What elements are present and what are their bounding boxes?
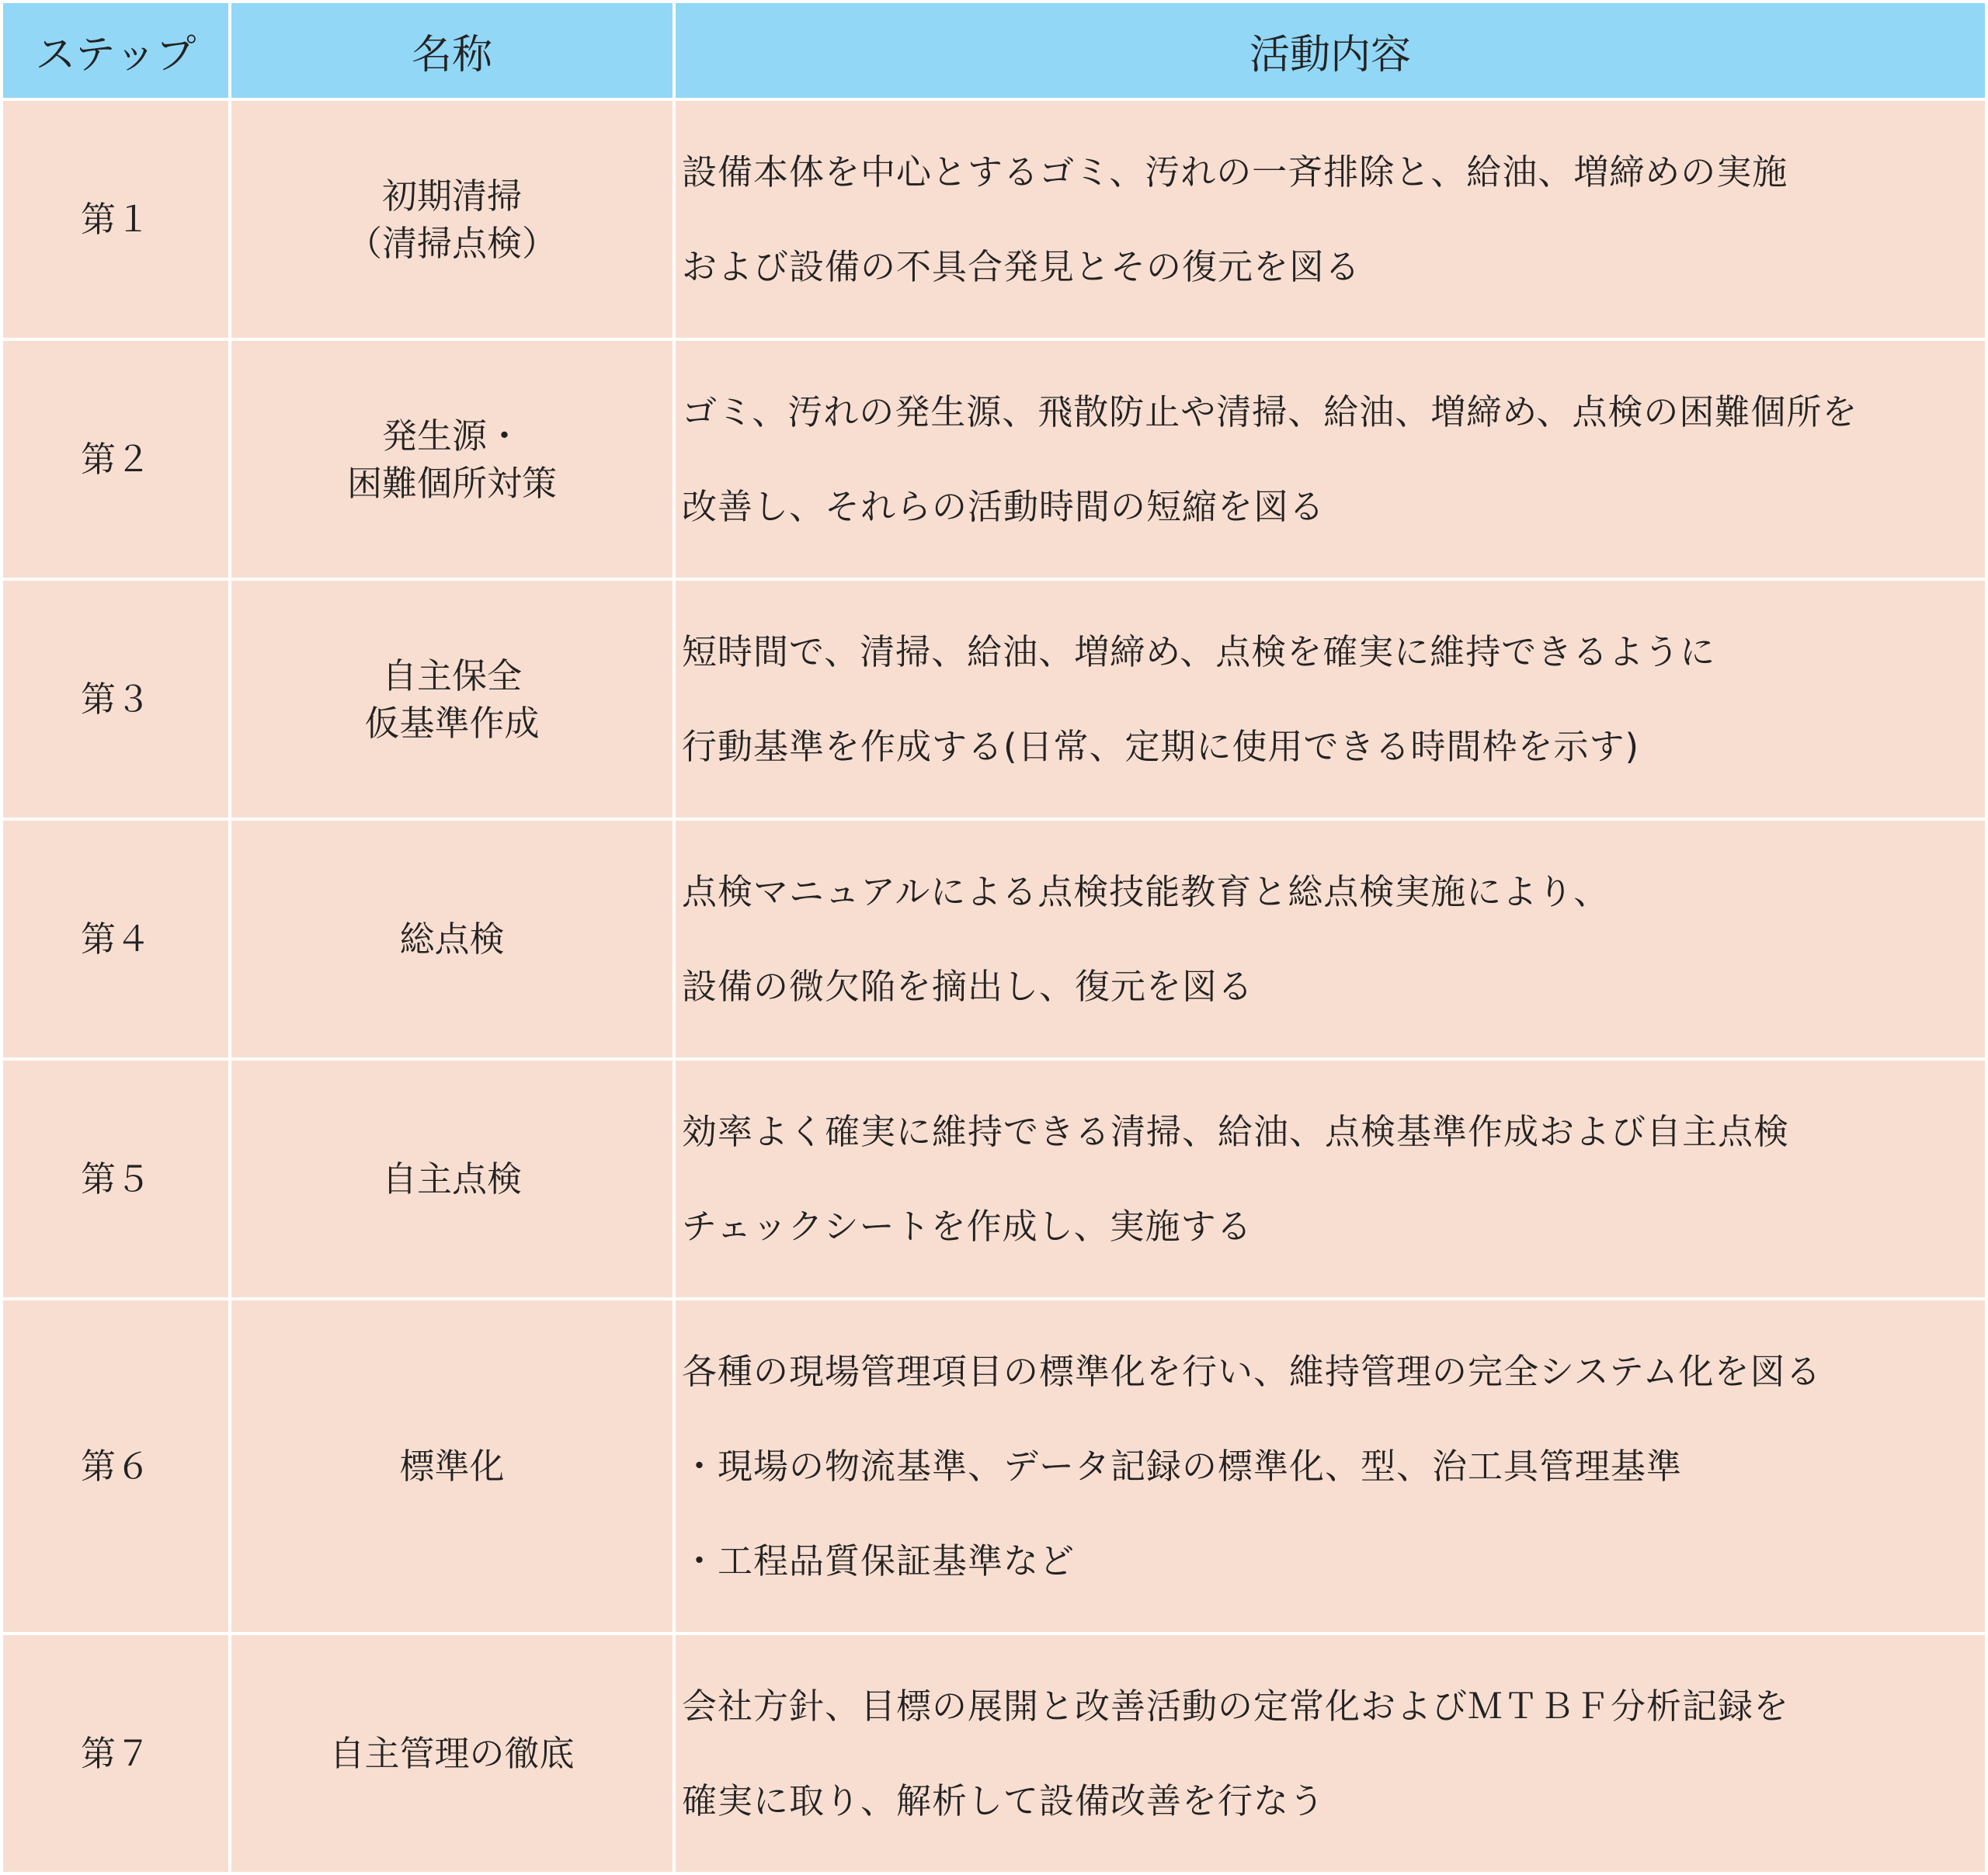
activity-cell (676, 341, 1985, 578)
activity-line: チェックシートを作成し、実施する (682, 1206, 1253, 1247)
activity-line: 会社方針、目標の展開と改善活動の定常化およびＭＴＢＦ分析記録を (682, 1686, 1790, 1727)
step-cell: 第３ (3, 581, 228, 818)
name-cell (231, 1061, 673, 1297)
step-cell: 第６ (3, 1300, 228, 1632)
name-line: 初期清掃 (381, 175, 522, 217)
activity-line: 設備の微欠陥を摘出し、復元を図る (682, 966, 1254, 1007)
table-row (3, 1061, 1985, 1297)
activity-line: 確実に取り、解析して設備改善を行なう (682, 1780, 1326, 1821)
name-cell (231, 1635, 673, 1872)
activity-cell (676, 101, 1985, 338)
step-cell: 第５ (3, 1061, 228, 1297)
activity-line: 短時間で、清掃、給油、増締め、点検を確実に維持できるように (682, 631, 1716, 672)
table-row (3, 1635, 1985, 1872)
name-line: 仮基準作成 (364, 702, 540, 744)
activity-line: 設備本体を中心とするゴミ、汚れの一斉排除と、給油、増締めの実施 (682, 151, 1788, 193)
header-activity: 活動内容 (676, 3, 1985, 98)
name-line: 発生源・ (381, 415, 522, 457)
activity-line: および設備の不具合発見とその復元を図る (682, 246, 1361, 287)
name-line: 自主保全 (381, 655, 522, 696)
step-cell: 第７ (3, 1635, 228, 1872)
activity-line: ゴミ、汚れの発生源、飛散防止や清掃、給油、増締め、点検の困難個所を (682, 391, 1858, 432)
table-row (3, 1300, 1985, 1632)
step-cell: 第１ (3, 101, 228, 338)
name-cell (231, 581, 673, 818)
header-row (3, 3, 1985, 98)
activity-cell (676, 581, 1985, 818)
activity-line: 点検マニュアルによる点検技能教育と総点検実施により、 (682, 871, 1610, 912)
table-row (3, 101, 1985, 338)
name-line: 標準化 (399, 1446, 505, 1487)
name-line: （清掃点検） (346, 222, 557, 264)
name-line: 自主管理の徹底 (329, 1733, 575, 1774)
table-row (3, 581, 1985, 818)
table-row (3, 341, 1985, 578)
activity-cell (676, 821, 1985, 1057)
name-line: 自主点検 (381, 1158, 522, 1200)
activity-line: ・工程品質保証基準など (682, 1540, 1076, 1582)
name-cell (231, 341, 673, 578)
name-cell (231, 821, 673, 1057)
name-cell (231, 101, 673, 338)
name-cell (231, 1300, 673, 1632)
table-row (3, 821, 1985, 1057)
step-cell: 第４ (3, 821, 228, 1057)
step-cell: 第２ (3, 341, 228, 578)
activity-cell (676, 1061, 1985, 1297)
header-step: ステップ (3, 3, 228, 98)
header-name: 名称 (231, 3, 673, 98)
activity-line: 効率よく確実に維持できる清掃、給油、点検基準作成および自主点検 (682, 1111, 1790, 1152)
activity-cell (676, 1300, 1985, 1632)
name-line: 総点検 (399, 918, 505, 960)
activity-line: 各種の現場管理項目の標準化を行い、維持管理の完全システム化を図る (682, 1351, 1822, 1392)
name-line: 困難個所対策 (346, 462, 557, 504)
activity-line: 行動基準を作成する(日常、定期に使用できる時間枠を示す) (682, 726, 1640, 767)
activity-line: ・現場の物流基準、データ記録の標準化、型、治工具管理基準 (682, 1446, 1683, 1487)
activity-cell (676, 1635, 1985, 1872)
activity-line: 改善し、それらの活動時間の短縮を図る (682, 486, 1326, 527)
